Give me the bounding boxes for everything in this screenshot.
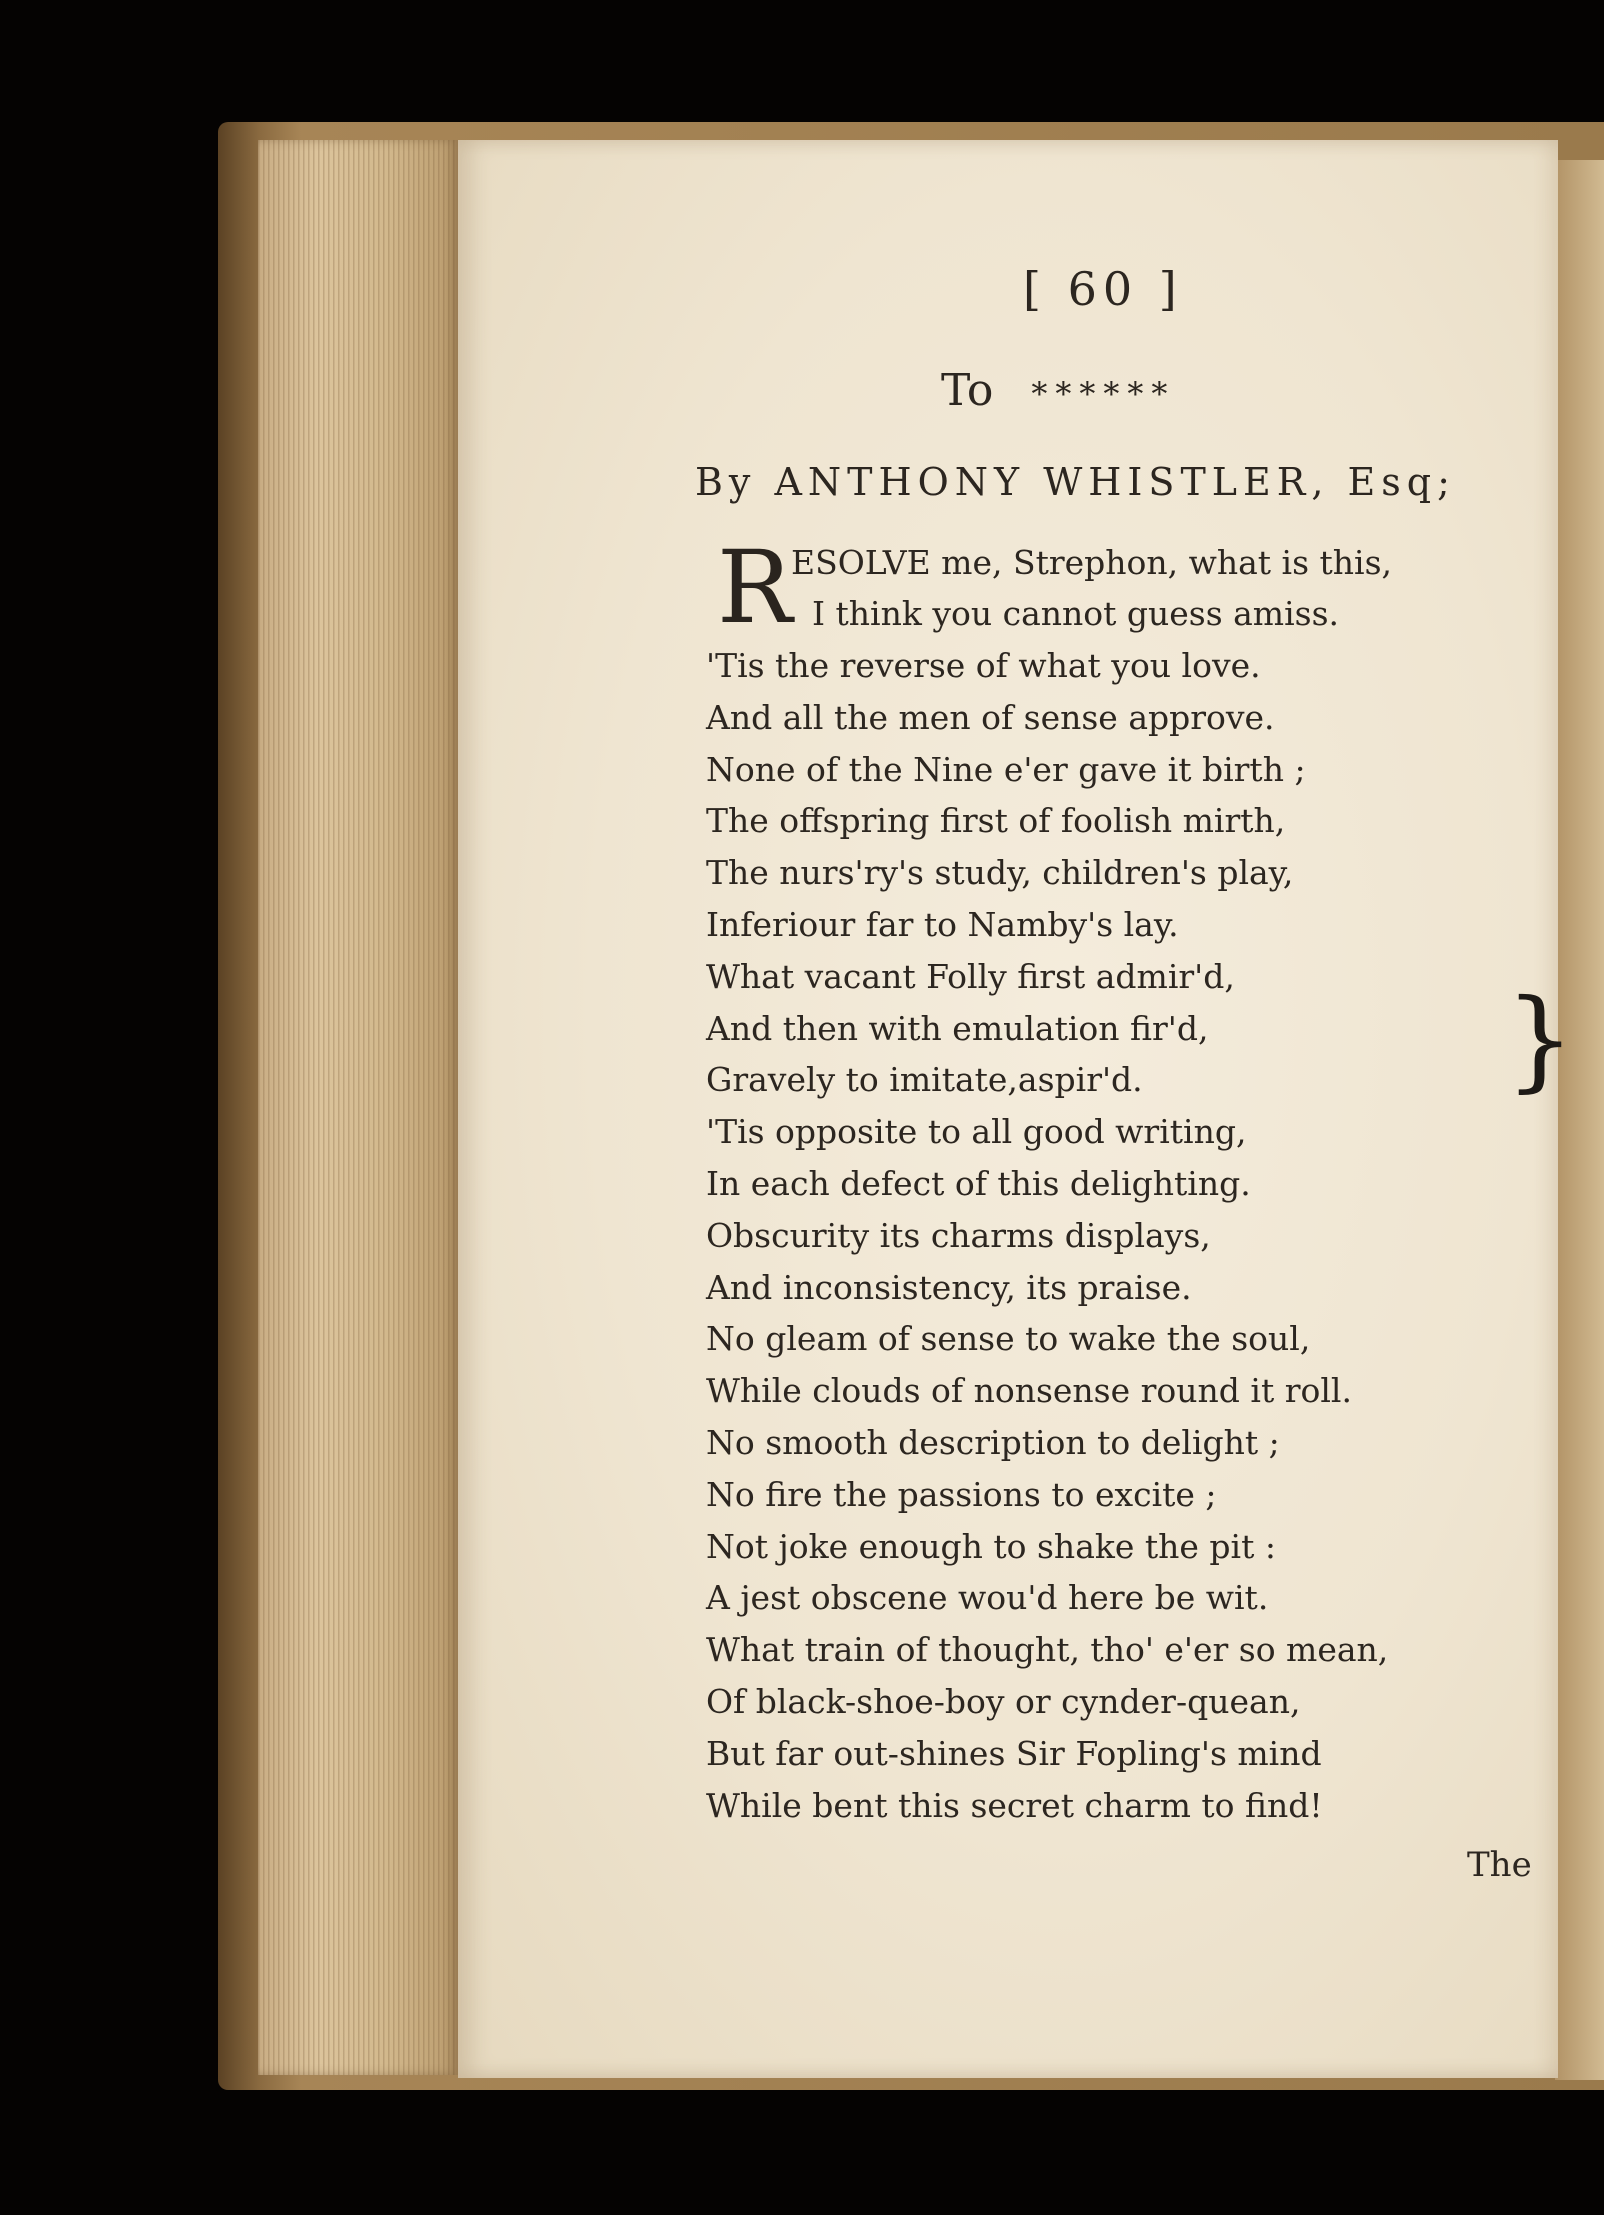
- poem-line: No fire the passions to excite ;: [706, 1474, 1217, 1514]
- poem-line: And all the men of sense approve.: [706, 697, 1275, 737]
- poem-first-line: ESOLVE me, Strephon, what is this,: [791, 543, 1393, 582]
- drop-cap: R: [717, 529, 793, 646]
- poem-line: What vacant Folly first admir'd,: [706, 956, 1235, 996]
- title-text: To: [941, 365, 994, 416]
- poem-line: No gleam of sense to wake the soul,: [706, 1319, 1311, 1359]
- poem-byline: By ANTHONY WHISTLER, Esq;: [695, 460, 1456, 504]
- catchword: The: [1467, 1845, 1532, 1885]
- poem-line: And inconsistency, its praise.: [706, 1267, 1192, 1307]
- next-leaf-edge: [1555, 160, 1604, 2080]
- poem-line: 'Tis opposite to all good writing,: [706, 1112, 1247, 1152]
- poem-line: Not joke enough to shake the pit :: [706, 1526, 1276, 1566]
- poem-line: While bent this secret charm to find!: [706, 1785, 1323, 1825]
- poem-line: No smooth description to delight ;: [706, 1422, 1280, 1462]
- page-number: [ 60 ]: [1023, 262, 1183, 316]
- poem-line: Gravely to imitate,aspir'd.: [706, 1060, 1143, 1100]
- poem-line: Of black-shoe-boy or cynder-quean,: [706, 1681, 1301, 1721]
- poem-line: The nurs'ry's study, children's play,: [706, 853, 1294, 893]
- page-edges: [258, 140, 458, 2075]
- margin-brace: }: [1505, 975, 1575, 1103]
- poem-title: [941, 365, 1175, 416]
- poem-line: None of the Nine e'er gave it birth ;: [706, 749, 1306, 789]
- poem-line: What train of thought, tho' e'er so mean,: [706, 1630, 1389, 1670]
- poem-line: Obscurity its charms displays,: [706, 1215, 1211, 1255]
- poem-line: 'Tis the reverse of what you love.: [706, 646, 1261, 685]
- poem-line: And then with emulation fir'd,: [706, 1008, 1209, 1048]
- poem-line: Inferiour far to Namby's lay.: [706, 904, 1179, 944]
- poem-second-line: I think you cannot guess amiss.: [812, 594, 1340, 633]
- title-stars: ******: [1031, 374, 1176, 413]
- poem-line: In each defect of this delighting.: [706, 1163, 1251, 1203]
- poem-body: [706, 640, 1388, 1831]
- poem-line: The offspring first of foolish mirth,: [706, 801, 1286, 841]
- poem-line: A jest obscene wou'd here be wit.: [706, 1578, 1269, 1618]
- poem-line: But far out-shines Sir Fopling's mind: [706, 1733, 1322, 1773]
- poem-line: While clouds of nonsense round it roll.: [706, 1371, 1352, 1411]
